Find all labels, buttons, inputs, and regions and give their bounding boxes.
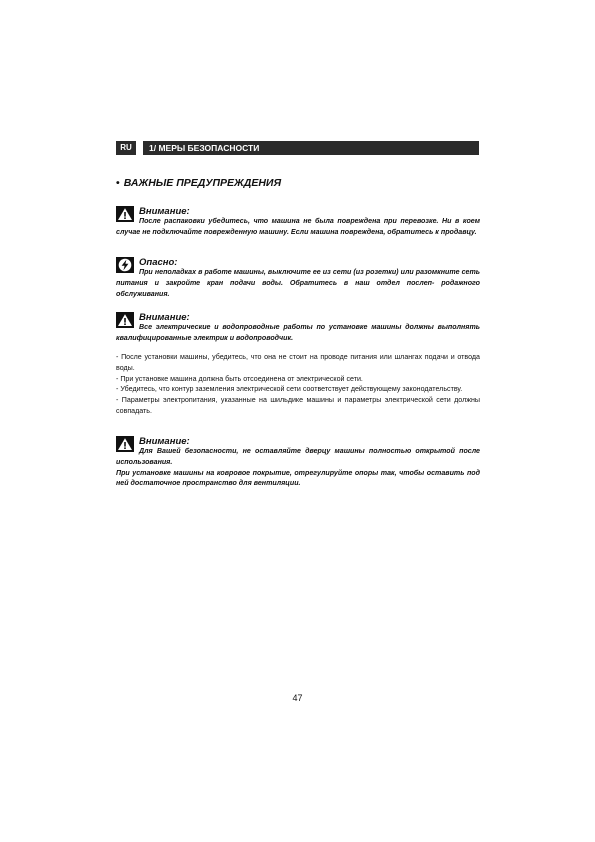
section-header-bar xyxy=(143,141,479,155)
warning-text-main: После распаковки убедитесь, что машина не была повреждена при перевозке. Ни в коем случае не подключайте поврежденную машину. Если машина повреждена, обратитесь к продавцу. xyxy=(116,217,480,236)
danger-title: Опасно: xyxy=(139,257,178,268)
warning-text xyxy=(116,216,480,238)
language-badge: RU xyxy=(116,141,136,155)
warning-title: Внимание: xyxy=(139,436,190,447)
warning-text xyxy=(116,322,480,344)
warning-title: Внимание: xyxy=(139,206,190,217)
warning-text-main: Все электрические и водопроводные работы по установке машины должны выполнять квалифицированные электрик и водопроводчик. xyxy=(116,323,480,342)
warning-text xyxy=(116,446,480,489)
section-heading xyxy=(116,177,281,189)
instruction-item: - Убедитесь, что контур заземления электрической сети соответствует действующему законодательству. xyxy=(116,385,463,394)
warning-title: Внимание: xyxy=(139,312,190,323)
instruction-item: - При установке машина должна быть отсоединена от электрической сети. xyxy=(116,374,363,383)
danger-text-main: При неполадках в работе машины, выключите ее из сети (из розетки) или разомкните сеть питания и закройте кран подачи воды. Обратитесь в наш отдел послеп- родажного обслуживания. xyxy=(116,268,480,298)
warning-text-main: Для Вашей безопасности, не оставляйте дверцу машины полностью открытой после использования. xyxy=(116,447,480,466)
page-number: 47 xyxy=(292,693,303,703)
heading-bullet: • xyxy=(116,177,120,189)
warning-text-extra: При установке машины на ковровое покрытие, отрегулируйте опоры так, чтобы оставить под ней достаточное пространство для вентиляции. xyxy=(116,468,480,488)
section-header-title: 1/ МЕРЫ БЕЗОПАСНОСТИ xyxy=(149,143,260,153)
instruction-item: - Параметры электропитания, указанные на шильдике машины и параметры электрической сети должны совпадать. xyxy=(116,396,480,415)
instruction-item: - После установки машины, убедитесь, что она не стоит на проводе питания или шлангах подачи и отвода воды. xyxy=(116,353,480,372)
heading-text: ВАЖНЫЕ ПРЕДУПРЕЖДЕНИЯ xyxy=(123,177,282,189)
danger-text xyxy=(116,267,480,299)
installation-instructions xyxy=(116,352,480,417)
